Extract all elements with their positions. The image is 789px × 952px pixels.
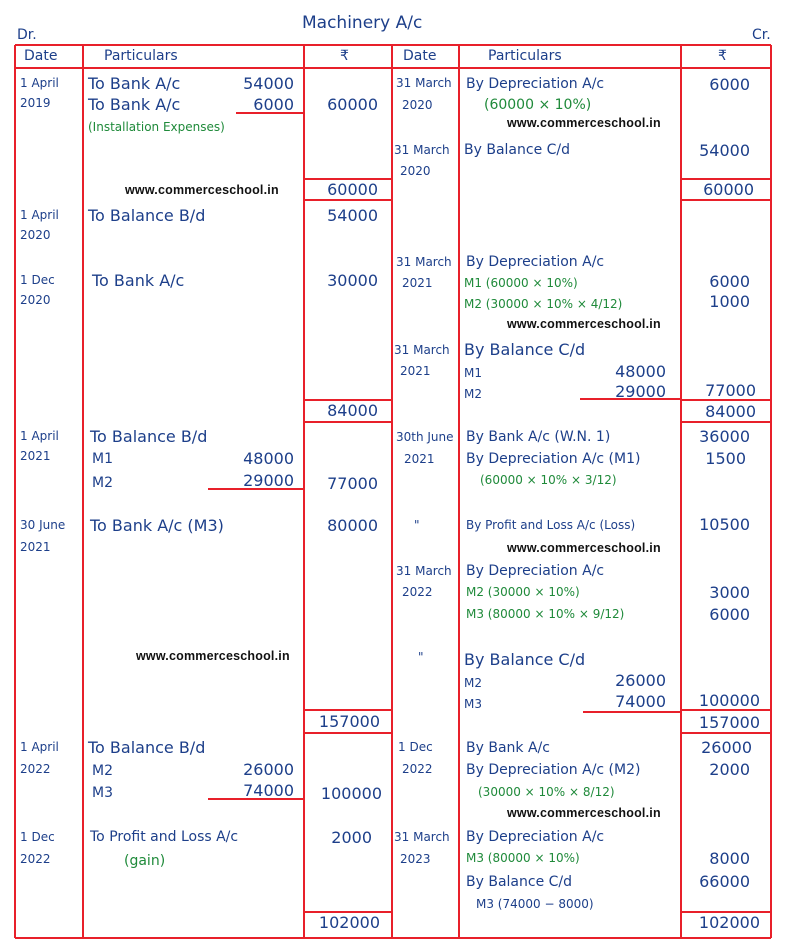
credit-date: 31 March [394, 343, 450, 357]
debit-year: 2019 [20, 96, 51, 110]
debit-date: 1 Dec [20, 830, 55, 844]
debit-sub-amount: 74000 [243, 781, 294, 800]
watermark: www.commerceschool.in [125, 183, 279, 197]
debit-year: 2020 [20, 228, 51, 242]
header-particulars: Particulars [104, 48, 178, 64]
credit-sub-amount: 74000 [615, 692, 666, 711]
debit-sub-amount: 6000 [253, 95, 294, 114]
credit-note: M2 (30000 × 10% × 4/12) [464, 297, 623, 311]
credit-amount: 6000 [709, 75, 750, 94]
credit-amount: 77000 [705, 381, 756, 400]
credit-particular: By Depreciation A/c [466, 254, 605, 270]
debit-particular: To Bank A/c (M3) [90, 516, 224, 535]
credit-total: 102000 [698, 913, 760, 932]
debit-machine-label: M1 [92, 451, 113, 467]
debit-sub-amount: 26000 [243, 760, 294, 779]
credit-sub-amount: 29000 [615, 382, 666, 401]
credit-sub-amount: 48000 [615, 362, 666, 381]
credit-year: 2021 [402, 276, 433, 290]
debit-year: 2022 [20, 762, 51, 776]
debit-amount: 100000 [320, 784, 382, 803]
debit-date: 1 April [20, 208, 59, 222]
credit-total: 60000 [703, 180, 754, 199]
credit-sub-amount: 26000 [615, 671, 666, 690]
debit-total: 157000 [318, 712, 380, 731]
credit-year: 2022 [402, 762, 433, 776]
debit-sub-amount: 29000 [243, 471, 294, 490]
debit-date: 30 June [20, 518, 66, 532]
credit-side-label: Cr. [752, 27, 771, 43]
credit-particular: By Profit and Loss A/c (Loss) [466, 518, 636, 532]
debit-particular: To Balance B/d [88, 738, 206, 757]
credit-note: (30000 × 10% × 8/12) [478, 785, 615, 799]
debit-amount: 77000 [327, 474, 378, 493]
watermark: www.commerceschool.in [507, 317, 661, 331]
debit-date: 1 April [20, 740, 59, 754]
credit-date: 31 March [396, 255, 452, 269]
credit-particular: By Depreciation A/c [466, 76, 605, 92]
debit-note: (Installation Expenses) [88, 120, 225, 134]
credit-year: 2023 [400, 852, 431, 866]
credit-date: 31 March [396, 76, 452, 90]
credit-particular: By Depreciation A/c [466, 563, 605, 579]
debit-date: 1 April [20, 76, 59, 90]
header-particulars-credit: Particulars [488, 48, 562, 64]
credit-particular: By Bank A/c [466, 740, 550, 756]
credit-date: 31 March [394, 143, 450, 157]
debit-year: 2022 [20, 852, 51, 866]
debit-date: 1 April [20, 429, 59, 443]
credit-date: 30th June [396, 430, 454, 444]
credit-machine-label: M3 [464, 697, 482, 711]
header-amount: ₹ [340, 48, 349, 64]
credit-year: 2021 [400, 364, 431, 378]
credit-amount: 2000 [709, 760, 750, 779]
credit-particular: By Balance C/d [466, 874, 573, 890]
debit-sub-amount: 48000 [243, 449, 294, 468]
credit-year: 2021 [404, 452, 435, 466]
credit-amount: 6000 [709, 272, 750, 291]
credit-particular: By Depreciation A/c (M1) [466, 451, 641, 467]
credit-date: 31 March [396, 564, 452, 578]
credit-machine-label: M1 [464, 366, 482, 380]
credit-particular: By Balance C/d [464, 650, 586, 669]
credit-amount: 100000 [698, 691, 760, 710]
credit-particular: By Depreciation A/c (M2) [466, 762, 641, 778]
account-title: Machinery A/c [302, 13, 423, 33]
credit-total: 84000 [705, 402, 756, 421]
credit-year: 2022 [402, 585, 433, 599]
debit-particular: To Balance B/d [88, 206, 206, 225]
credit-amount: 1500 [705, 449, 746, 468]
credit-amount: 54000 [699, 141, 750, 160]
credit-particular: By Bank A/c (W.N. 1) [466, 429, 611, 445]
credit-amount: 8000 [709, 849, 750, 868]
header-date: Date [24, 48, 58, 64]
credit-total: 157000 [698, 713, 760, 732]
debit-amount: 54000 [327, 206, 378, 225]
debit-amount: 60000 [327, 95, 378, 114]
header-amount-credit: ₹ [718, 48, 727, 64]
credit-note: M1 (60000 × 10%) [464, 276, 578, 290]
credit-machine-label: M2 [464, 387, 482, 401]
credit-particular: By Balance C/d [464, 340, 586, 359]
debit-particular: To Bank A/c [92, 271, 185, 290]
credit-particular: By Balance C/d [464, 142, 571, 158]
debit-note: (gain) [124, 853, 166, 869]
debit-amount: 2000 [331, 828, 372, 847]
credit-date-ditto: " [414, 518, 420, 532]
credit-machine-label: M2 [464, 676, 482, 690]
debit-particular: To Balance B/d [90, 427, 208, 446]
debit-amount: 80000 [327, 516, 378, 535]
watermark: www.commerceschool.in [507, 541, 661, 555]
credit-amount: 36000 [699, 427, 750, 446]
debit-year: 2020 [20, 293, 51, 307]
debit-side-label: Dr. [17, 27, 37, 43]
credit-note: M3 (80000 × 10% × 9/12) [466, 607, 625, 621]
debit-total: 102000 [318, 913, 380, 932]
watermark: www.commerceschool.in [507, 116, 661, 130]
debit-total: 84000 [327, 401, 378, 420]
debit-sub-amount: 54000 [243, 74, 294, 93]
credit-amount: 10500 [699, 515, 750, 534]
credit-amount: 66000 [699, 872, 750, 891]
watermark: www.commerceschool.in [507, 806, 661, 820]
credit-date-ditto: " [418, 650, 424, 664]
credit-amount: 26000 [701, 738, 752, 757]
debit-date: 1 Dec [20, 273, 55, 287]
debit-year: 2021 [20, 540, 51, 554]
debit-machine-label: M3 [92, 785, 113, 801]
credit-amount: 3000 [709, 583, 750, 602]
credit-year: 2020 [402, 98, 433, 112]
debit-particular: To Bank A/c [88, 95, 181, 114]
credit-particular: By Depreciation A/c [466, 829, 605, 845]
debit-total: 60000 [327, 180, 378, 199]
watermark: www.commerceschool.in [136, 649, 290, 663]
credit-note: (60000 × 10%) [484, 97, 592, 113]
credit-year: 2020 [400, 164, 431, 178]
credit-amount: 1000 [709, 292, 750, 311]
credit-note: M2 (30000 × 10%) [466, 585, 580, 599]
debit-machine-label: M2 [92, 475, 113, 491]
credit-note: M3 (74000 − 8000) [476, 897, 594, 911]
credit-date: 1 Dec [398, 740, 433, 754]
credit-amount: 6000 [709, 605, 750, 624]
debit-particular: To Bank A/c [88, 74, 181, 93]
debit-amount: 30000 [327, 271, 378, 290]
credit-note: M3 (80000 × 10%) [466, 851, 580, 865]
debit-particular: To Profit and Loss A/c [90, 829, 239, 845]
header-date-credit: Date [403, 48, 437, 64]
credit-note: (60000 × 10% × 3/12) [480, 473, 617, 487]
debit-year: 2021 [20, 449, 51, 463]
debit-machine-label: M2 [92, 763, 113, 779]
credit-date: 31 March [394, 830, 450, 844]
